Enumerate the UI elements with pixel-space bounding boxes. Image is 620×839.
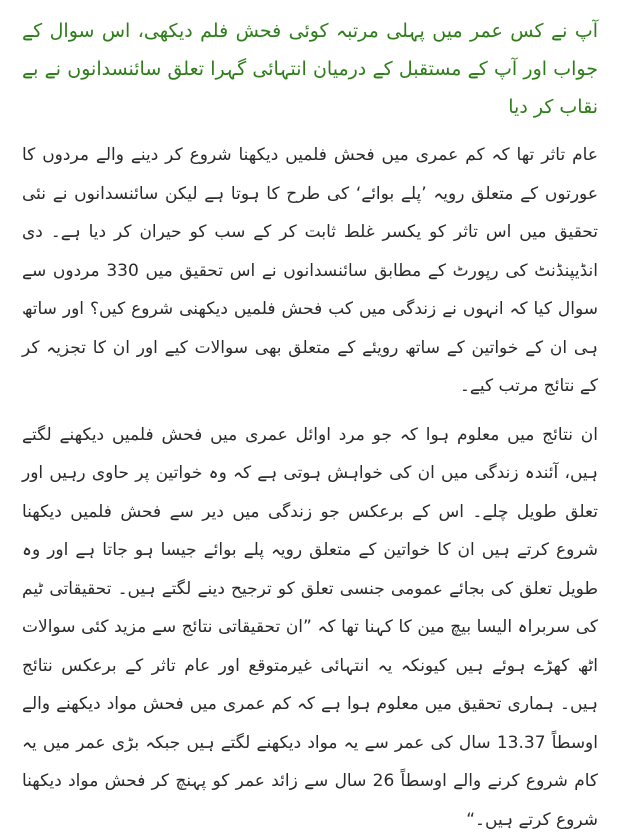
- article-paragraph-1: عام تاثر تھا کہ کم عمری میں فحش فلمیں دیکھنا شروع کر دینے والے مردوں کا عورتوں کے متعلق رویہ ’پلے بوائے‘ کی طرح کا ہوتا ہے لیکن سائنسدانوں نے نئی تحقیق میں اس تاثر کو یکسر غلط ثابت کر کے سب کو حیران کر دیا ہے۔ دی انڈیپنڈنٹ کی رپورٹ کے مطابق سائنسدانوں نے اس تحقیق میں 330 مردوں سے سوال کیا کہ انہوں نے زندگی میں کب فحش فلمیں دیکھنی شروع کیں؟ اور ساتھ ہی ان کے خواتین کے ساتھ رویئے کے متعلق بھی سوالات کیے اور ان کا تجزیہ کر کے نتائج مرتب کیے۔: [22, 136, 598, 406]
- article-paragraph-2: ان نتائج میں معلوم ہوا کہ جو مرد اوائل عمری میں فحش فلمیں دیکھنے لگتے ہیں، آئندہ زندگی میں ان کی خواہش ہوتی ہے کہ وہ خواتین پر حاوی رہیں اور تعلق طویل چلے۔ اس کے برعکس جو زندگی میں دیر سے فحش فلمیں دیکھنا شروع کرتے ہیں ان کا خواتین کے متعلق رویہ پلے بوائے جیسا ہو جاتا ہے اور وہ طویل تعلق کی بجائے عمومی جنسی تعلق کو ترجیح دینے لگتے ہیں۔ تحقیقاتی ٹیم کی سربراہ الیسا بیچ مین کا کہنا تھا کہ ”ان تحقیقاتی نتائج سے مزید کئی سوالات اٹھ کھڑے ہوئے ہیں کیونکہ یہ انتہائی غیرمتوقع اور عام تاثر کے برعکس نتائج ہیں۔ ہماری تحقیق میں معلوم ہوا ہے کہ کم عمری میں فحش مواد دیکھنے والے اوسطاً 13.37 سال کی عمر سے یہ مواد دیکھنے لگتے ہیں جبکہ بڑی عمر میں یہ کام شروع کرنے والے اوسطاً 26 سال سے زائد عمر کو پہنچ کر فحش مواد دیکھنا شروع کرتے ہیں۔“: [22, 416, 598, 839]
- article-title: آپ نے کس عمر میں پہلی مرتبہ کوئی فحش فلم دیکھی، اس سوال کے جواب اور آپ کے مستقبل کے درمیان انتہائی گہرا تعلق سائنسدانوں نے بے نقاب کر دیا: [22, 12, 598, 126]
